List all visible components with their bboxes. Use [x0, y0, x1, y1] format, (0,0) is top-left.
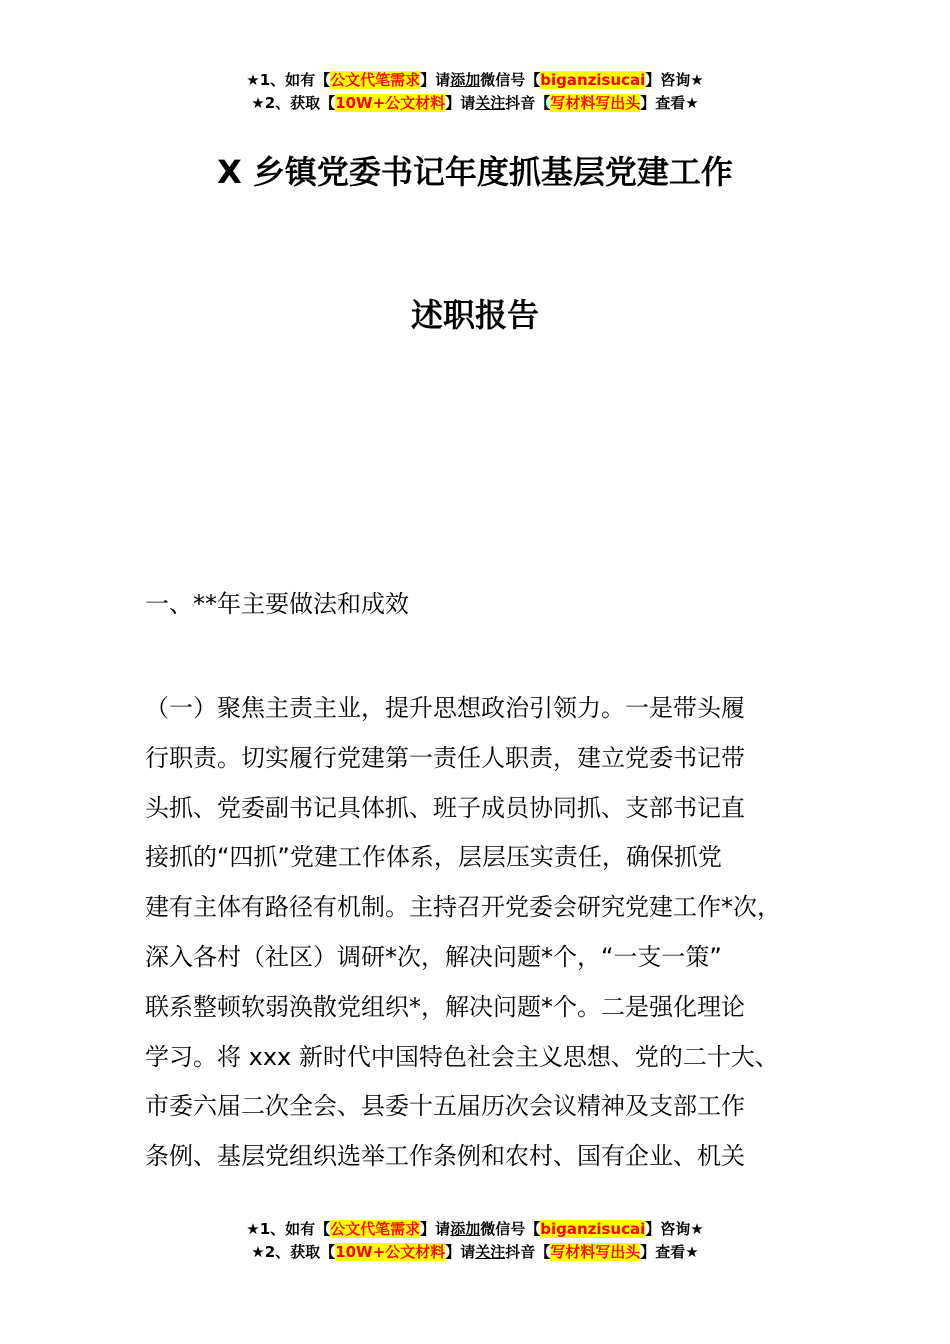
document-title-line-2: 述职报告 — [410, 296, 539, 334]
promo-highlight-wechat-id: biganzisucai — [540, 1220, 646, 1238]
document-title-line-1: X 乡镇党委书记年度抓基层党建工作 — [217, 153, 733, 191]
promo-line-1 — [0, 69, 950, 92]
body-paragraph — [145, 684, 845, 1182]
top-promo-banner — [0, 69, 950, 115]
promo-text: 】查看★ — [640, 1243, 699, 1261]
promo-text: ★1、如有【 — [246, 1220, 331, 1238]
promo-underline: 添加 — [450, 71, 481, 89]
body-line: （一）聚焦主责主业，提升思想政治引领力。一是带头履 — [145, 694, 745, 722]
promo-text: 】查看★ — [640, 94, 699, 112]
body-line: 行职责。切实履行党建第一责任人职责，建立党委书记带 — [145, 743, 745, 772]
promo-text: 抖音【 — [505, 94, 551, 112]
promo-underline: 添加 — [450, 1220, 481, 1238]
promo-line-2 — [0, 92, 950, 115]
promo-highlight: 10W+公文材料 — [335, 1243, 446, 1261]
body-line: 深入各村（社区）调研*次，解决问题*个，“一支一策” — [145, 942, 722, 971]
promo-line-2 — [0, 1241, 950, 1264]
body-line: 学习。将 xxx 新时代中国特色社会主义思想、党的二十大、 — [145, 1042, 779, 1071]
body-line: 头抓、党委副书记具体抓、班子成员协同抓、支部书记直 — [145, 793, 745, 822]
promo-text: 微信号【 — [480, 71, 541, 89]
promo-text: 】咨询★ — [645, 1220, 704, 1238]
bottom-promo-banner — [0, 1218, 950, 1264]
body-line: 联系整顿软弱涣散党组织*，解决问题*个。二是强化理论 — [145, 992, 745, 1021]
promo-text: ★2、获取【 — [251, 94, 336, 112]
promo-text: ★1、如有【 — [246, 71, 331, 89]
promo-text: 】请 — [445, 1243, 476, 1261]
promo-text: 】请 — [420, 1220, 451, 1238]
promo-text: 抖音【 — [505, 1243, 551, 1261]
promo-highlight: 10W+公文材料 — [335, 94, 446, 112]
promo-underline: 关注 — [475, 1243, 506, 1261]
promo-highlight-douyin: 写材料写出头 — [550, 1243, 641, 1261]
promo-highlight-wechat-id: biganzisucai — [540, 71, 646, 89]
body-line: 接抓的“四抓”党建工作体系，层层压实责任，确保抓党 — [145, 843, 722, 872]
promo-text: 】请 — [420, 71, 451, 89]
body-line: 建有主体有路径有机制。主持召开党委会研究党建工作*次， — [145, 893, 781, 922]
promo-underline: 关注 — [475, 94, 506, 112]
section-heading: 一、**年主要做法和成效 — [145, 590, 409, 618]
promo-text: 】请 — [445, 94, 476, 112]
promo-line-1 — [0, 1218, 950, 1241]
promo-highlight: 公文代笔需求 — [330, 1220, 421, 1238]
promo-highlight: 公文代笔需求 — [330, 71, 421, 89]
promo-text: ★2、获取【 — [251, 1243, 336, 1261]
promo-text: 微信号【 — [480, 1220, 541, 1238]
body-line: 市委六届二次全会、县委十五届历次会议精神及支部工作 — [145, 1092, 745, 1121]
body-line: 条例、基层党组织选举工作条例和农村、国有企业、机关 — [145, 1142, 745, 1171]
promo-text: 】咨询★ — [645, 71, 704, 89]
promo-highlight-douyin: 写材料写出头 — [550, 94, 641, 112]
